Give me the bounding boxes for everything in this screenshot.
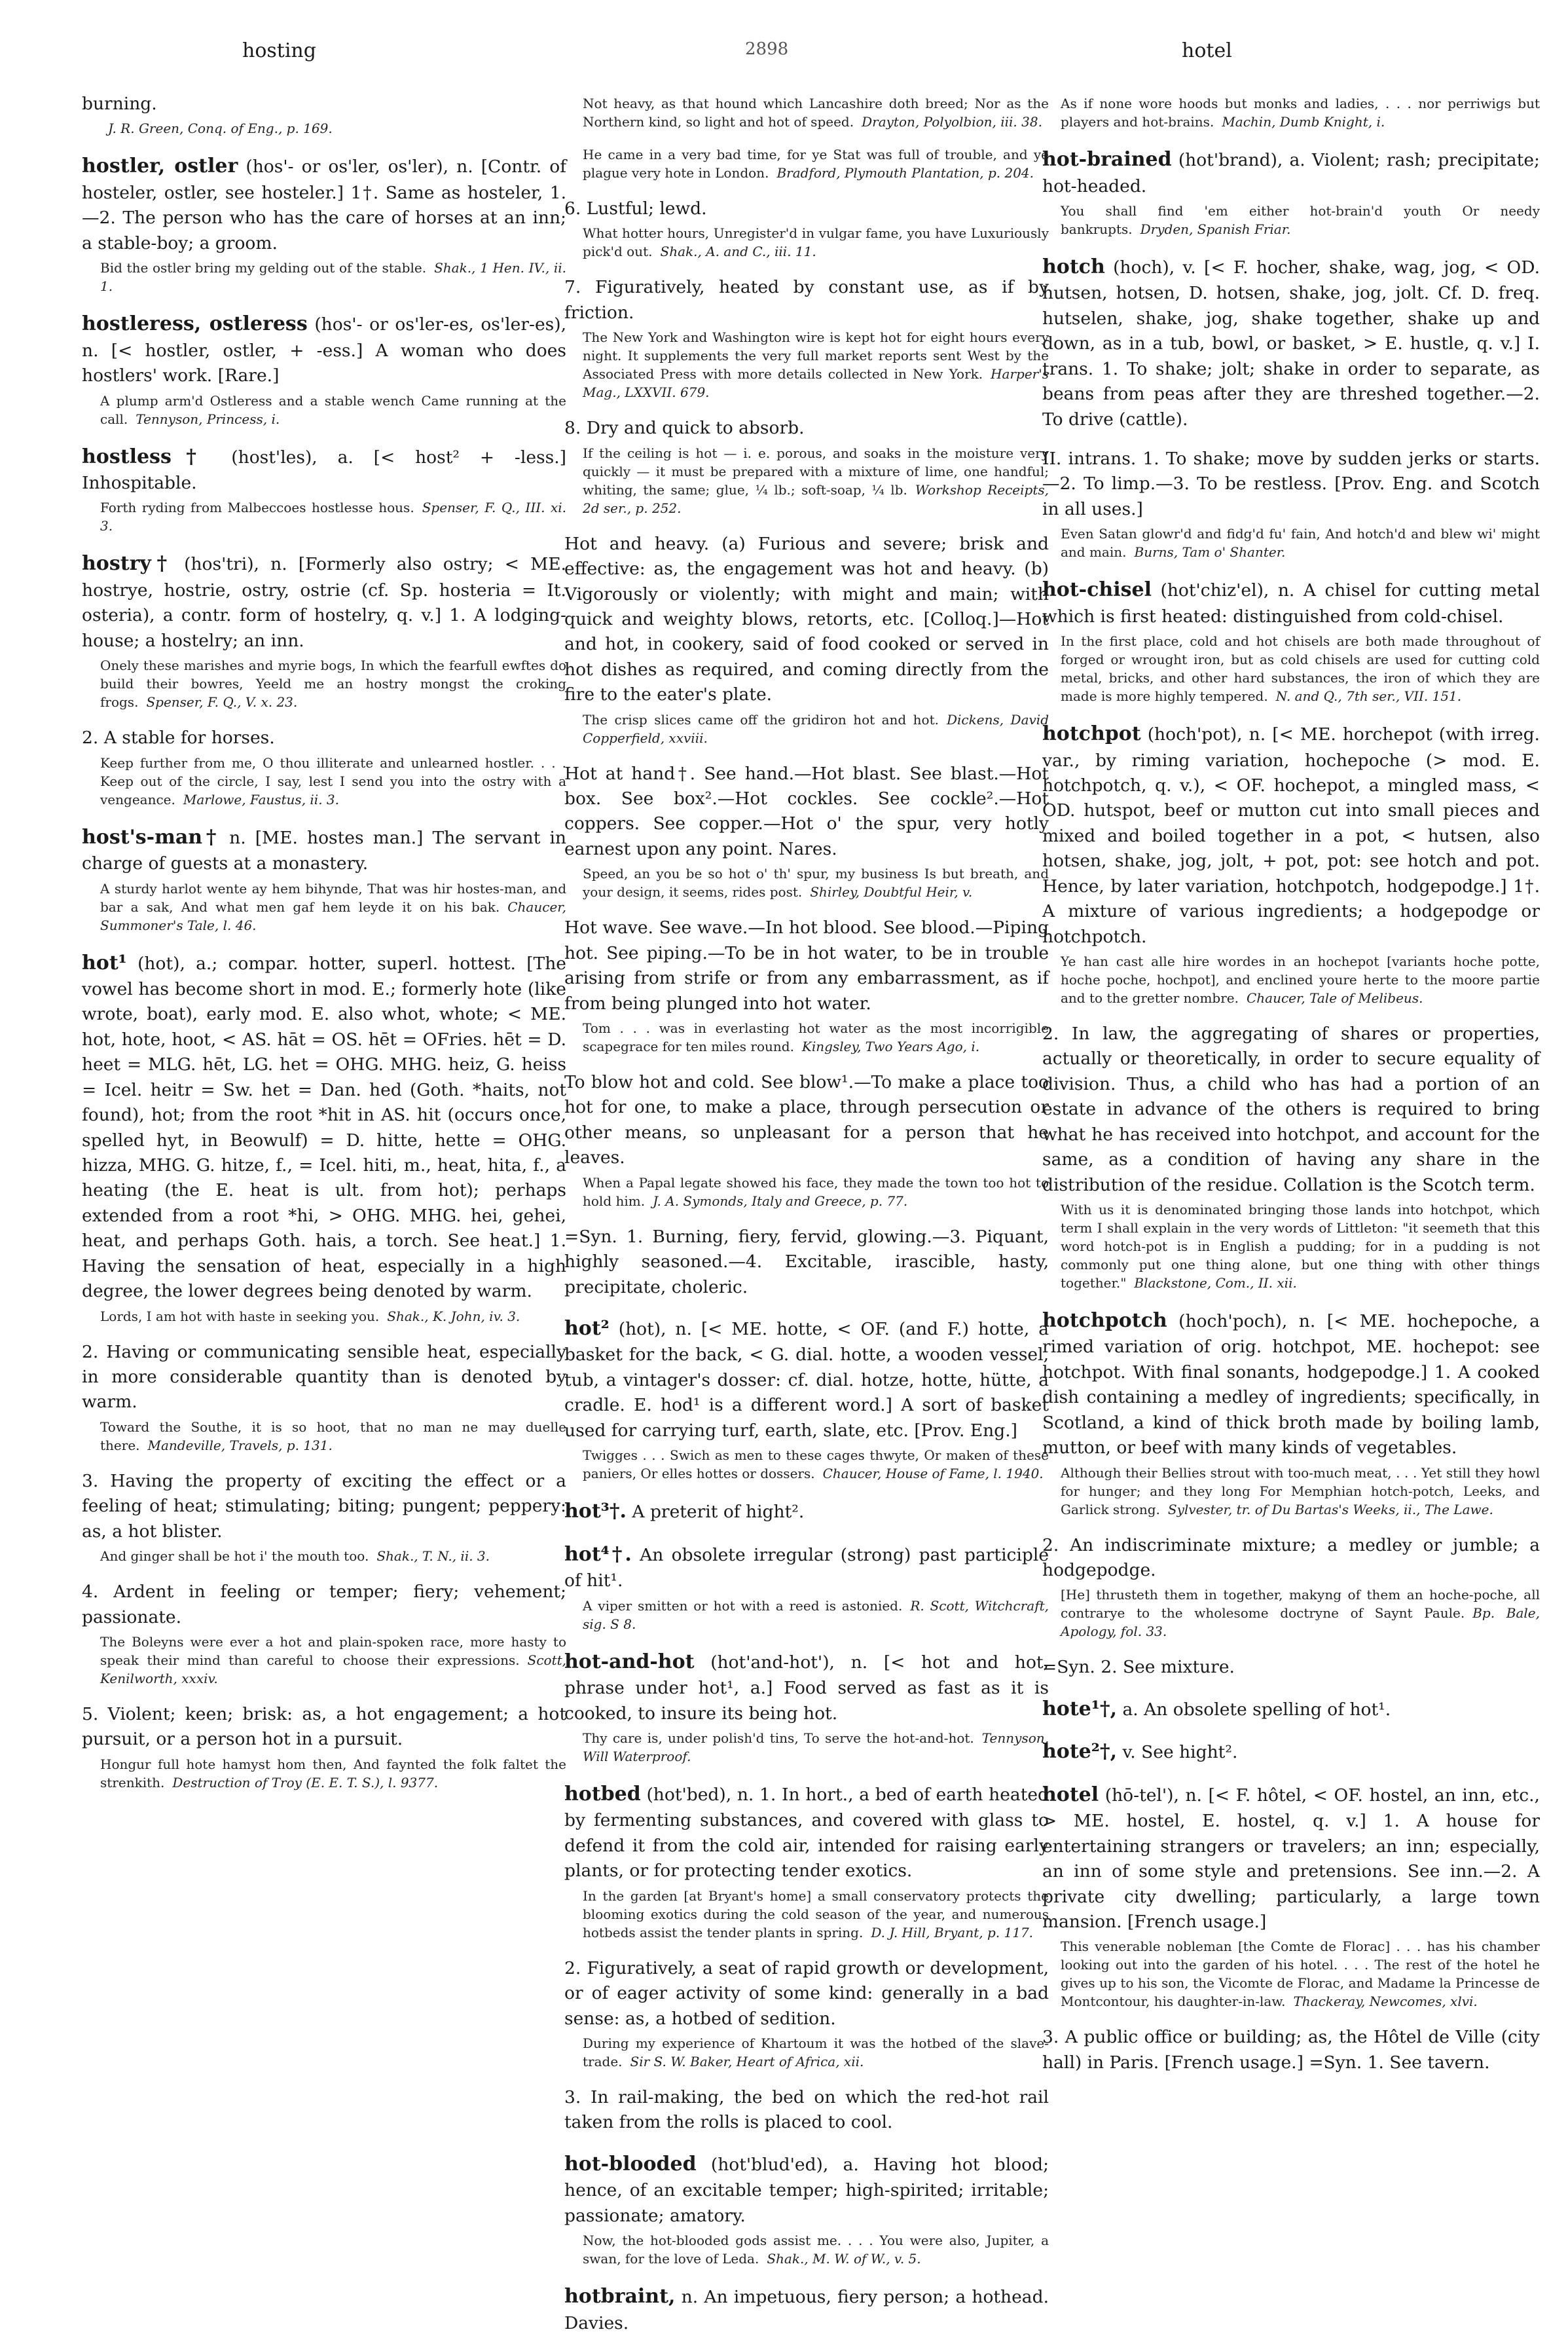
quotation-text: Forth ryding from Malbeccoes hostlesse hous.: [100, 500, 414, 516]
dictionary-entry: [1042, 1781, 1540, 2011]
quotation-text: Thy care is, under polish'd tins, To serve the hot-and-hot.: [583, 1730, 974, 1746]
headword: hot-chisel: [1042, 578, 1152, 602]
headword: hote¹†,: [1042, 1697, 1118, 1720]
dictionary-entry: [564, 2282, 1049, 2336]
headword: hot-and-hot: [564, 1650, 695, 1673]
citation: Shak., T. N., ii. 3.: [376, 1548, 490, 1565]
dictionary-entry: [564, 1497, 1049, 1526]
dictionary-entry: [82, 726, 566, 808]
citation: Bradford, Plymouth Plantation, p. 204.: [776, 165, 1034, 181]
quotation-text: In the first place, cold and hot chisels are both made throughout of forged or wrought iron, but as cold chisels are used for cutting cold metal, bricks, and other hard substances, the iron of which they are made is more highly tempered.: [1061, 633, 1540, 705]
definition: (hot), n. [< ME. hotte, < OF. (and F.) hotte, a basket for the back, < G. dial. hotte, a wooden vessel, tub, a vintager's dosser: cf. dial. hotze, hotte, hütte, a cradle. E. hod¹ is a different word.] A sort of basket used for carrying turf, earth, slate, etc. [Prov. Eng.]: [564, 1318, 1049, 1441]
dictionary-entry: [1042, 1655, 1540, 1680]
citation: N. and Q., 7th ser., VII. 151.: [1275, 688, 1462, 705]
quotation: [583, 444, 1049, 517]
headword: hotchpotch: [1042, 1308, 1167, 1332]
headword: hostleress, ostleress: [82, 312, 308, 336]
headword: hot-brained: [1042, 148, 1172, 171]
quotation-text: Lords, I am hot with haste in seeking you.: [100, 1308, 380, 1324]
definition: v. See hight².: [1122, 1742, 1238, 1763]
citation: Harper's Mag., LXXVII. 679.: [583, 366, 1049, 401]
quotation: [583, 145, 1049, 182]
definition: 3. A public office or building; as, the Hôtel de Ville (city hall) in Paris. [French usage.] =Syn. 1. See tavern.: [1042, 2027, 1540, 2073]
definition: (hō-tel'), n. [< F. hôtel, < OF. hostel, an inn, etc., > ME. hostel, E. hostel, q. v.] 1. A house for entertaining strangers or travelers; an inn; especially, an inn of some style and pretensions. See inn.—2. A private city dwelling; particularly, a large town mansion. [French usage.]: [1042, 1785, 1540, 1933]
quotation: [583, 1446, 1049, 1483]
definition: =Syn. 2. See mixture.: [1042, 1657, 1235, 1678]
dictionary-entry: [564, 1648, 1049, 1766]
dictionary-entry: [82, 1580, 566, 1688]
citation: J. A. Symonds, Italy and Greece, p. 77.: [653, 1193, 908, 1209]
dictionary-entry: [1042, 576, 1540, 705]
quotation: [583, 2034, 1049, 2071]
quotation-text: The crisp slices came off the gridiron hot and hot.: [583, 711, 939, 728]
headword: hot³†.: [564, 1500, 627, 1523]
headword: hote²†,: [1042, 1740, 1118, 1764]
quotation: [583, 224, 1049, 261]
definition: (hot'and-hot'), n. [< hot and hot, phrase under hot¹, a.] Food served as fast as it is cooked, to insure its being hot.: [564, 1652, 1049, 1724]
quotation-text: When a Papal legate showed his face, they made the town too hot to hold him.: [583, 1174, 1049, 1209]
dictionary-entry: [564, 94, 1049, 131]
quotation: [583, 1597, 1049, 1633]
quotation: [100, 656, 566, 711]
headword: hostless†: [82, 445, 211, 468]
citation: Kingsley, Two Years Ago, i.: [801, 1039, 980, 1055]
citation: Chaucer, Tale of Melibeus.: [1246, 990, 1423, 1007]
headword: hot⁴†.: [564, 1542, 632, 1566]
citation: D. J. Hill, Bryant, p. 117.: [871, 1924, 1034, 1940]
quotation: [100, 880, 566, 935]
quotation: [100, 392, 566, 428]
definition: (hos'- or os'ler, os'ler), n. [Contr. of hosteler, ostler, see hosteler.] 1†. Same as hosteler, 1.—2. The person who has the care of horses at an inn; a stable-boy; a groom.: [82, 157, 567, 253]
dictionary-entry: [564, 1314, 1049, 1483]
dictionary-entry: [564, 416, 1049, 517]
dictionary-entry: [564, 916, 1049, 1056]
citation: Spenser, F. Q., V. x. 23.: [146, 694, 298, 711]
quotation-text: [He] thrusteth them in together, makyng of them an hoche-poche, all contrarye to the wholesome doctryne of Saynt Paule.: [1061, 1587, 1540, 1622]
dictionary-entry: [82, 1469, 566, 1565]
dictionary-entry: [82, 1340, 566, 1455]
dictionary-entry: [1042, 94, 1540, 131]
dictionary-entry: [1042, 2025, 1540, 2075]
definition: (hos'tri), n. [Formerly also ostry; < ME. hostrye, hostrie, ostry, ostrie (cf. Sp. hosteria = It. osteria), a contr. form of hostelry, q. v.] 1. A lodging-house; a hostelry; an inn.: [82, 554, 566, 651]
quotation-text: This venerable nobleman [the Comte de Florac] . . . has his chamber looking out into the garden of his hotel. . . . The rest of the hotel he gives up to his son, the Vicomte de Florac, and Madame la Princesse de Montcontour, his daughter-in-law.: [1061, 1938, 1540, 2010]
quotation-text: Not heavy, as that hound which Lancashire doth breed; Nor as the Northern kind, so light and hot of speed.: [583, 96, 1049, 130]
citation: Shak., 1 Hen. IV., ii. 1.: [100, 260, 566, 295]
definition: (hot'chiz'el), n. A chisel for cutting metal which is first heated: distinguished from cold-chisel.: [1042, 580, 1540, 627]
quotation-text: If the ceiling is hot — i. e. porous, and soaks in the moisture very quickly — it must be prepared with a mixture of lime, one handful; whiting, the same; glue, ¼ lb.; soft-soap, ¼ lb.: [583, 445, 1049, 498]
definition: 2. In law, the aggregating of shares or properties, actually or theoretically, in order to secure equality of division. Thus, a child who has had a portion of an estate in advance of the others is required to bring what he has received into hotchpot, and account for the same, as a condition of having any share in the distribution of the residue. Collation is the Scotch term.: [1042, 1024, 1540, 1195]
quotation-text: Although their Bellies strout with too-much meat, . . . Yet still they howl for hunger; and they long For Memphian hotch-potch, Leeks, and Garlick strong.: [1061, 1464, 1540, 1517]
quotation-text: A viper smitten or hot with a reed is astonied.: [583, 1597, 903, 1614]
citation: Shak., A. and C., iii. 11.: [660, 244, 816, 260]
dictionary-entry: [1042, 1533, 1540, 1641]
page-number: 2898: [745, 39, 789, 59]
quotation: [100, 119, 566, 138]
quotation-text: Hongur full hote hamyst hom then, And faynted the folk faltet the strenkith.: [100, 1756, 566, 1790]
quotation: [1061, 1585, 1540, 1641]
citation: Shirley, Doubtful Heir, v.: [810, 884, 973, 900]
quotation-text: Now, the hot-blooded gods assist me. . . . You were also, Jupiter, a swan, for the love of Leda.: [583, 2233, 1049, 2267]
definition: A preterit of hight².: [632, 1502, 805, 1523]
headword: hotbraint,: [564, 2285, 676, 2308]
dictionary-entry: [1042, 720, 1540, 1007]
definition: 5. Violent; keen; brisk: as, a hot engagement; a hot pursuit, or a person hot in a pursuit.: [82, 1703, 566, 1750]
citation: Chaucer, Summoner's Tale, l. 46.: [100, 899, 566, 933]
column-left: [82, 92, 566, 2181]
quotation: [100, 1418, 566, 1455]
quotation: [1061, 202, 1540, 238]
quotation: [100, 1755, 566, 1792]
quotation: [1061, 1200, 1540, 1292]
dictionary-entry: [1042, 1307, 1540, 1519]
quotation: [100, 1633, 566, 1688]
quotation: [583, 1887, 1049, 1942]
running-head-left: hosting: [242, 39, 316, 62]
citation: Sylvester, tr. of Du Bartas's Weeks, ii., The Lawe.: [1167, 1501, 1493, 1517]
quotation-text: He came in a very bad time, for ye Stat was full of trouble, and ye plague very hote in London.: [583, 147, 1049, 181]
citation: Shak., M. W. of W., v. 5.: [767, 2251, 921, 2267]
dictionary-entry: [564, 762, 1049, 902]
citation: Dickens, David Copperfield, xxviii.: [583, 711, 1049, 746]
dictionary-entry: [564, 145, 1049, 182]
quotation: [583, 864, 1049, 901]
dictionary-entry: [564, 196, 1049, 261]
headword: hot-blooded: [564, 2152, 697, 2176]
citation: Scott, Kenilworth, xxxiv.: [100, 1652, 566, 1686]
quotation-text: In the garden [at Bryant's home] a small conservatory protects the blooming exotics during the cold season of the year, and numerous hotbeds assist the tender plants in spring.: [583, 1887, 1049, 1940]
quotation-text: The New York and Washington wire is kept hot for eight hours every night. It supplements the very full market reports sent West by the Associated Press with more details collected in New York.: [583, 329, 1049, 382]
quotation: [100, 1547, 566, 1565]
quotation-text: What hotter hours, Unregister'd in vulgar fame, you have Luxuriously pick'd out.: [583, 225, 1049, 260]
headword: host's-man†: [82, 825, 221, 849]
definition: 3. In rail-making, the bed on which the red-hot rail taken from the rolls is placed to cool.: [564, 2086, 1049, 2133]
definition: (hot), a.; compar. hotter, superl. hottest. [The vowel has become short in mod. E.; formerly hote (like wrote, boat), early mod. E. also whot, whote; < ME. hot, hote, hoot, < AS. hāt = OS. hēt = OFries. hēt = D. heet = MLG. hēt, LG. het = OHG. MHG. heiz, G. heiss = Icel. heitr = Sw. het = Dan. hed (Goth. *haits, not found), hot; from the root *hit in AS. hit (occurs once, spelled hyt, in Beowulf) = D. hitte, hette = OHG. hizza, MHG. G. hitze, f., = Icel. hiti, m., heat, hita, f., a heating (the E. heat is ult. from hot); perhaps extended from a root *hi, > OHG. MHG. hei, gehei, heat, and perhaps Goth. hais, a torch. See heat.] 1. Having the sensation of heat, especially in a high degree, the lower degrees being denoted by warm.: [82, 953, 566, 1302]
definition: (hot'bed), n. 1. In hort., a bed of earth heated by fermenting substances, and covered with glass to defend it from the cold air, intended for raising early plants, or for protecting tender exotics.: [564, 1784, 1049, 1882]
definition: 2. Having or communicating sensible heat, especially in more considerable quantity than is denoted by warm.: [82, 1341, 566, 1413]
quotation: [1061, 525, 1540, 561]
citation: R. Scott, Witchcraft, sig. S 8.: [583, 1597, 1049, 1632]
dictionary-entry: [1042, 145, 1540, 238]
definition: 7. Figuratively, heated by constant use, as if by friction.: [564, 277, 1049, 323]
dictionary-entry: [564, 1956, 1049, 2071]
definition: (host'les), a. [< host² + -less.] Inhospitable.: [82, 447, 566, 494]
quotation-text: As if none wore hoods but monks and ladies, . . . nor perriwigs but players and hot-brains.: [1061, 96, 1540, 130]
dictionary-entry: [82, 92, 566, 138]
dictionary-entry: [564, 532, 1049, 747]
definition: Hot and heavy. (a) Furious and severe; brisk and effective: as, the engagement was hot and heavy. (b) Vigorously or violently; with might and main; with quick and weighty blows, retorts, etc. [Colloq.]—Hot and hot, in cookery, said of food cooked or served in hot dishes as required, and coming directly from the fire to the eater's plate.: [564, 533, 1049, 705]
definition: (hot'brand), a. Violent; rash; precipitate; hot-headed.: [1042, 150, 1540, 196]
quotation: [100, 1307, 566, 1326]
dictionary-entry: [564, 1780, 1049, 1942]
dictionary-entry: [82, 949, 566, 1326]
citation: Mandeville, Travels, p. 131.: [147, 1437, 333, 1453]
citation: Drayton, Polyolbion, iii. 38.: [862, 114, 1042, 130]
quotation-text: Bid the ostler bring my gelding out of the stable.: [100, 260, 427, 276]
definition: 2. Figuratively, a seat of rapid growth or development, or of eager activity of some kind: generally in a bad sense: as, a hotbed of sedition.: [564, 1957, 1049, 2029]
citation: Sir S. W. Baker, Heart of Africa, xii.: [630, 2053, 864, 2069]
citation: Shak., K. John, iv. 3.: [387, 1308, 520, 1324]
citation: Burns, Tam o' Shanter.: [1134, 544, 1286, 561]
citation: Spenser, F. Q., III. xi. 3.: [100, 500, 567, 534]
quotation-text: Onely these marishes and myrie bogs, In which the fearfull ewftes do build their bowres, Yeeld me an hostry mongst the croking frogs.: [100, 658, 566, 711]
quotation: [583, 711, 1049, 747]
citation: Tennyson, Will Waterproof.: [583, 1730, 1049, 1764]
definition: 3. Having the property of exciting the effect or a feeling of heat; stimulating; biting; pungent; peppery: as, a hot blister.: [82, 1470, 566, 1542]
headword: hostler, ostler: [82, 155, 238, 178]
dictionary-entry: [564, 1070, 1049, 1210]
headword: hotchpot: [1042, 722, 1141, 746]
definition: a. An obsolete spelling of hot¹.: [1122, 1699, 1391, 1720]
definition: To blow hot and cold. See blow¹.—To make a place too hot for one, to make a place, through persecution or other means, so unpleasant for a person that he leaves.: [564, 1072, 1049, 1168]
dictionary-entry: [1042, 1737, 1540, 1766]
headword: hotbed: [564, 1782, 641, 1806]
quotation-text: You shall find 'em either hot-brain'd youth Or needy bankrupts.: [1061, 202, 1540, 237]
definition: (hoch'poch), n. [< ME. hochepoche, a rimed variation of orig. hotchpot, ME. hochepot: see hotchpot. With final sonants, hodgepodge.] 1. A cooked dish containing a medley of ingredients; specifically, in Scotland, a kind of thick broth made by boiling lamb, mutton, or beef with many kinds of vegetables.: [1042, 1310, 1540, 1458]
citation: Marlowe, Faustus, ii. 3.: [183, 791, 340, 807]
quotation: [583, 94, 1049, 131]
quotation-text: Ye han cast alle hire wordes in an hochepot [variants hoche potte, hoche poche, hochpot], and enclined youre herte to the moore partie and to the gretter nombre.: [1061, 954, 1540, 1007]
quotation-text: The Boleyns were ever a hot and plain-spoken race, more hasty to speak their mind than careful to choose their expressions.: [100, 1633, 566, 1668]
dictionary-entry: [564, 2085, 1049, 2136]
definition: 2. An indiscriminate mixture; a medley or jumble; a hodgepodge.: [1042, 1534, 1540, 1580]
citation: Dryden, Spanish Friar.: [1140, 221, 1291, 237]
dictionary-entry: [1042, 1022, 1540, 1292]
quotation: [100, 498, 566, 535]
running-head-right: hotel: [1182, 39, 1232, 62]
quotation-text: Toward the Southe, it is so hoot, that no man ne may duelle there.: [100, 1418, 566, 1453]
quotation-text: A plump arm'd Ostleress and a stable wench Came running at the call.: [100, 392, 566, 427]
quotation: [1061, 1937, 1540, 2011]
quotation-text: During my experience of Khartoum it was the hotbed of the slave-trade.: [583, 2035, 1049, 2069]
definition: n. [ME. hostes man.] The servant in charge of guests at a monastery.: [82, 827, 566, 874]
definition: Hot at hand†. See hand.—Hot blast. See blast.—Hot box. See box².—Hot cockles. See cockle².—Hot coppers. See copper.—Hot o' the spur, very hotly earnest upon any point. Nares.: [564, 763, 1049, 859]
quotation: [583, 328, 1049, 401]
quotation-text: Keep further from me, O thou illiterate and unlearned hostler. . . . Keep out of the circle, I say, lest I send you into the ostry with a vengeance.: [100, 754, 566, 807]
quotation-text: With us it is denominated bringing those lands into hotchpot, which term I shall explain in the very words of Littleton: "it seemeth that this word hotch-pot is in English a pudding; for in a pudding is not commonly put one thing alone, but one thing with other things together.": [1061, 1201, 1540, 1291]
dictionary-entry: [82, 443, 566, 536]
citation: Bp. Bale, Apology, fol. 33.: [1061, 1605, 1540, 1640]
definition: II. intrans. 1. To shake; move by sudden jerks or starts.—2. To limp.—3. To be restless. [Prov. Eng. and Scotch in all uses.]: [1042, 448, 1540, 519]
definition: 4. Ardent in feeling or temper; fiery; vehement; passionate.: [82, 1582, 566, 1627]
dictionary-entry: [1042, 447, 1540, 561]
quotation-text: Twigges . . . Swich as men to these cages thwyte, Or maken of these paniers, Or elles hottes or dossers.: [583, 1447, 1049, 1482]
quotation: [583, 1729, 1049, 1766]
quotation: [583, 2231, 1049, 2268]
headword: hostry†: [82, 552, 173, 576]
citation: Chaucer, House of Fame, l. 1940.: [822, 1466, 1044, 1482]
definition: burning.: [82, 94, 157, 114]
dictionary-entry: [564, 1540, 1049, 1633]
quotation-text: Tom . . . was in everlasting hot water as the most incorrigible scapegrace for ten miles round.: [583, 1020, 1049, 1055]
quotation: [100, 754, 566, 809]
definition: =Syn. 1. Burning, fiery, fervid, glowing.—3. Piquant, highly seasoned.—4. Excitable, irascible, hasty, precipitate, choleric.: [564, 1226, 1049, 1297]
definition: 2. A stable for horses.: [82, 728, 275, 749]
definition: Hot wave. See wave.—In hot blood. See blood.—Piping hot. See piping.—To be in hot water, to be in trouble arising from strife or from any embarrassment, as if from being plunged into hot water.: [564, 918, 1049, 1014]
quotation: [583, 1174, 1049, 1210]
headword: hotel: [1042, 1783, 1099, 1806]
dictionary-entry: [82, 549, 566, 711]
citation: Destruction of Troy (E. E. T. S.), l. 9377.: [172, 1774, 439, 1790]
citation: Blackstone, Com., II. xii.: [1134, 1274, 1297, 1291]
quotation: [583, 1019, 1049, 1056]
quotation-text: Even Satan glowr'd and fidg'd fu' fain, And hotch'd and blew wi' might and main.: [1061, 526, 1540, 561]
definition: (hot'blud'ed), a. Having hot blood; hence, of an excitable temper; high-spirited; irritable; passionate; amatory.: [564, 2154, 1049, 2226]
dictionary-entry: [82, 152, 566, 295]
quotation: [1061, 632, 1540, 705]
citation: Workshop Receipts, 2d ser., p. 252.: [583, 481, 1049, 516]
dictionary-entry: [564, 275, 1049, 401]
column-right: [1042, 92, 1540, 2181]
quotation-text: Speed, an you be so hot o' th' spur, my business Is but breath, and your design, it seems, rides post.: [583, 866, 1049, 900]
definition: An obsolete irregular (strong) past participle of hit¹.: [564, 1544, 1049, 1591]
definition: (hoch), v. [< F. hocher, shake, wag, jog, < OD. hutsen, hotsen, D. hotsen, shake, jog, jolt. Cf. D. freq. hutselen, shake, jog, shake together, shake up and down, as in a tub, bowl, or basket, > E. hustle, q. v.] I. trans. 1. To shake; jolt; shake in order to separate, as beans from peas after they are threshed together.—2. To drive (cattle).: [1042, 257, 1540, 430]
quotation: [1061, 94, 1540, 131]
citation: Machin, Dumb Knight, i.: [1222, 114, 1385, 130]
definition: 8. Dry and quick to absorb.: [564, 418, 805, 439]
definition: n. An impetuous, fiery person; a hothead. Davies.: [564, 2287, 1049, 2333]
dictionary-entry: [82, 823, 566, 935]
headword: hot²: [564, 1316, 610, 1340]
dictionary-entry: [82, 1702, 566, 1792]
dictionary-entry: [564, 1225, 1049, 1300]
citation: Thackeray, Newcomes, xlvi.: [1293, 1993, 1478, 2010]
dictionary-entry: [564, 2150, 1049, 2268]
definition: (hoch'pot), n. [< ME. horchepot (with irreg. var., by riming variation, hochepoche (> mod. E. hotchpotch, q. v.), < OF. hochepot, a mingled mass, < OD. hutspot, beef or mutton cut into small pieces and mixed and boiled together in a pot, < hutsen, also hotsen, shake, jog, jolt, + pot, pot: see hotch and pot. Hence, by later variation, hotchpotch, hodgepodge.] 1†. A mixture of various ingredients; a hodgepodge or hotchpotch.: [1042, 724, 1540, 947]
dictionary-entry: [1042, 253, 1540, 432]
citation: Tennyson, Princess, i.: [136, 411, 280, 427]
headword: hot¹: [82, 951, 127, 974]
dictionary-entry: [82, 310, 566, 428]
quotation: [100, 259, 566, 295]
quotation-text: And ginger shall be hot i' the mouth too.: [100, 1548, 369, 1565]
quotation: [1061, 1464, 1540, 1519]
citation: J. R. Green, Conq. of Eng., p. 169.: [108, 121, 333, 137]
definition: (hos'- or os'ler-es, os'ler-es), n. [< hostler, ostler, + -ess.] A woman who does hostlers' work. [Rare.]: [82, 314, 566, 386]
quotation-text: A sturdy harlot wente ay hem bihynde, That was hir hostes-man, and bar a sak, And what men gaf hem leyde it on his bak.: [100, 880, 566, 915]
dictionary-entry: [1042, 1695, 1540, 1724]
definition: 6. Lustful; lewd.: [564, 198, 707, 219]
quotation: [1061, 952, 1540, 1007]
column-middle: [564, 92, 1049, 2333]
headword: hotch: [1042, 255, 1105, 278]
